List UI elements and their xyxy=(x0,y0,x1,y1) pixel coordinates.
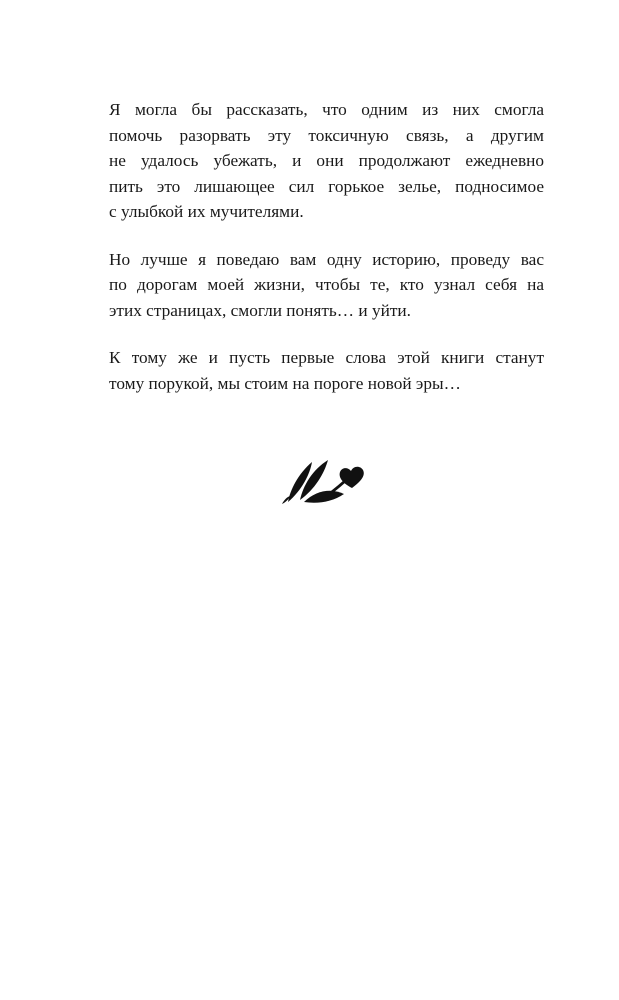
text-line: Но лучше я поведаю вам одну историю, проведу вас xyxy=(109,249,544,269)
text-line: К тому же и пусть первые слова этой книги станут xyxy=(109,348,544,367)
leaf-heart-ornament-icon xyxy=(282,454,368,506)
text-line: по дорогам моей жизни, чтобы те, кто узнал себя на xyxy=(109,275,544,294)
text-line: этих страницах, смогли понять… и уйти. xyxy=(109,300,411,320)
paragraph-3 xyxy=(109,345,544,396)
text-line: помочь разорвать эту токсичную связь, а другим xyxy=(109,125,544,145)
text-line: не удалось убежать, и они продолжают ежедневно xyxy=(109,151,544,170)
text-line: пить это лишающее сил горькое зелье, подносимое xyxy=(109,176,544,196)
text-line: с улыбкой их мучителями. xyxy=(109,202,304,221)
text-line: тому порукой, мы стоим на пороге новой эры… xyxy=(109,373,461,393)
body-text xyxy=(109,97,544,418)
paragraph-1 xyxy=(109,97,544,225)
text-line: Я могла бы рассказать, что одним из них смогла xyxy=(109,100,544,119)
paragraph-2 xyxy=(109,247,544,324)
